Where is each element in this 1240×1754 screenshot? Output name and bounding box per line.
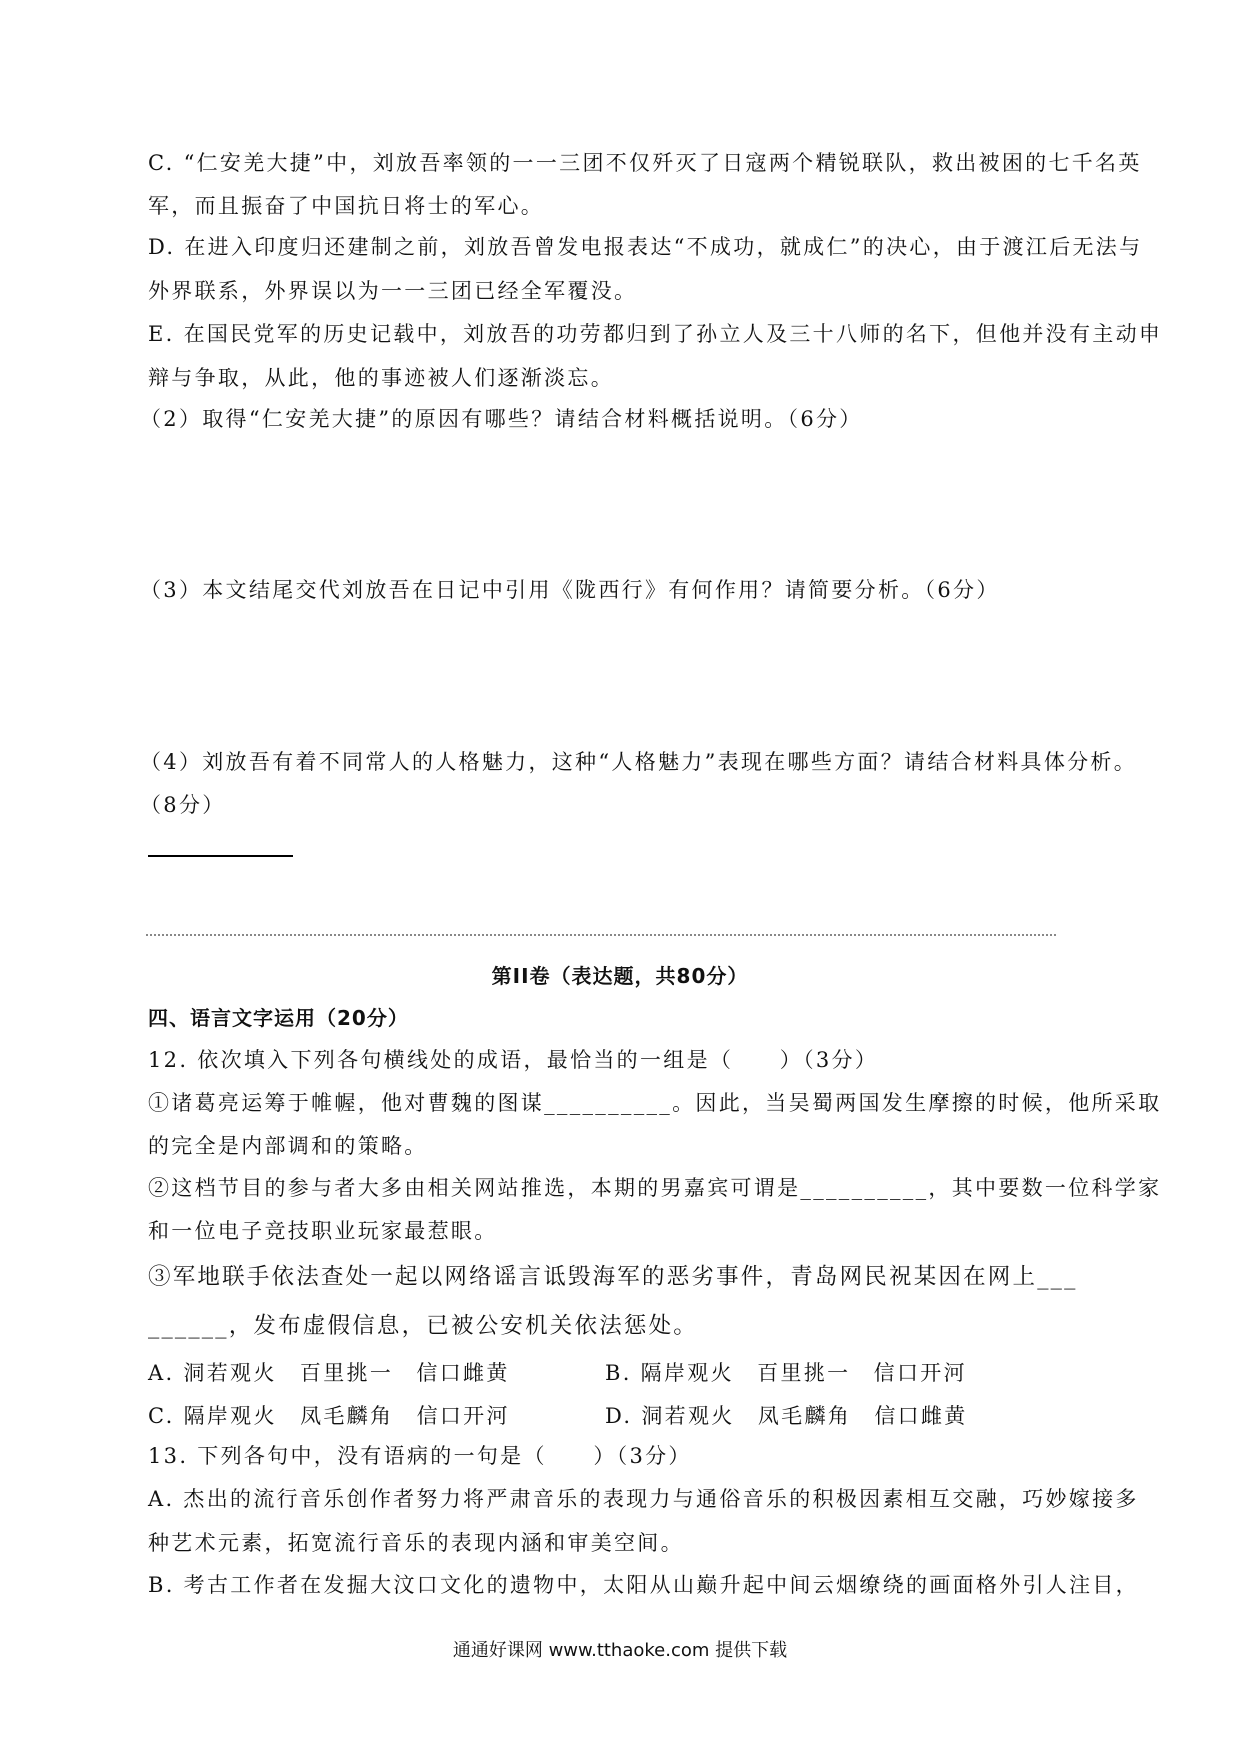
q12-s1-line2: 的完全是内部调和的策略。 xyxy=(148,1134,428,1158)
footer-source: 通通好课网 www.tthaoke.com 提供下载 xyxy=(452,1640,788,1661)
q12-option-a: A. 洞若观火 百里挑一 信口雌黄 xyxy=(148,1361,510,1385)
option-e-line2: 辩与争取，从此，他的事迹被人们逐渐淡忘。 xyxy=(148,366,614,390)
q12-option-d: D. 洞若观火 凤毛麟角 信口雌黄 xyxy=(605,1404,968,1428)
q12-option-c: C. 隔岸观火 凤毛麟角 信口开河 xyxy=(148,1404,510,1428)
q12-s2-line1: ②这档节目的参与者大多由相关网站推选，本期的男嘉宾可谓是__________，其中要数一位科学家 xyxy=(148,1176,1162,1200)
q12-s3-line1: ③军地联手依法查处一起以网络谣言诋毁海军的恶劣事件，青岛网民祝某因在网上___ xyxy=(148,1264,1078,1290)
q13-option-a-line2: 种艺术元素，拓宽流行音乐的表现内涵和审美空间。 xyxy=(148,1531,684,1555)
section-title: 第II卷（表达题，共80分） xyxy=(491,964,749,988)
option-e-line1: E. 在国民党军的历史记载中，刘放吾的功劳都归到了孙立人及三十八师的名下，但他并没有主动申 xyxy=(148,322,1163,346)
q13-option-b: B. 考古工作者在发掘大汶口文化的遗物中，太阳从山巅升起中间云烟缭绕的画面格外引人注目， xyxy=(148,1573,1139,1597)
part-title: 四、语言文字运用（20分） xyxy=(148,1006,409,1030)
q12-stem: 12. 依次填入下列各句横线处的成语，最恰当的一组是（ ）（3分） xyxy=(148,1048,879,1072)
option-c-line1: C. “仁安羌大捷”中，刘放吾率领的一一三团不仅歼灭了日寇两个精锐联队，救出被困的七千名英 xyxy=(148,151,1142,175)
question-4-line2: （8分） xyxy=(140,793,226,817)
q12-s1-line1: ①诸葛亮运筹于帷幄，他对曹魏的图谋__________。因此，当吴蜀两国发生摩擦的时候，他所采取 xyxy=(148,1091,1162,1115)
q12-s2-line2: 和一位电子竞技职业玩家最惹眼。 xyxy=(148,1219,498,1243)
q13-stem: 13. 下列各句中，没有语病的一句是（ ）（3分） xyxy=(148,1444,692,1468)
q12-s3-line2: ______，发布虚假信息，已被公安机关依法惩处。 xyxy=(148,1313,699,1339)
option-d-line1: D. 在进入印度归还建制之前，刘放吾曾发电报表达“不成功，就成仁”的决心，由于渡江后无法与 xyxy=(148,235,1143,259)
dotted-divider xyxy=(146,934,1056,936)
q13-option-a-line1: A. 杰出的流行音乐创作者努力将严肃音乐的表现力与通俗音乐的积极因素相互交融，巧妙嫁接多 xyxy=(148,1487,1139,1511)
option-d-line2: 外界联系，外界误以为一一三团已经全军覆没。 xyxy=(148,279,638,303)
answer-rule xyxy=(148,855,293,857)
question-3: （3）本文结尾交代刘放吾在日记中引用《陇西行》有何作用？请简要分析。（6分） xyxy=(140,578,1000,602)
q12-option-b: B. 隔岸观火 百里挑一 信口开河 xyxy=(605,1361,967,1385)
option-c-line2: 军，而且振奋了中国抗日将士的军心。 xyxy=(148,194,545,218)
question-2: （2）取得“仁安羌大捷”的原因有哪些？请结合材料概括说明。（6分） xyxy=(140,407,863,431)
question-4-line1: （4）刘放吾有着不同常人的人格魅力，这种“人格魅力”表现在哪些方面？请结合材料具体分析。 xyxy=(140,750,1138,774)
